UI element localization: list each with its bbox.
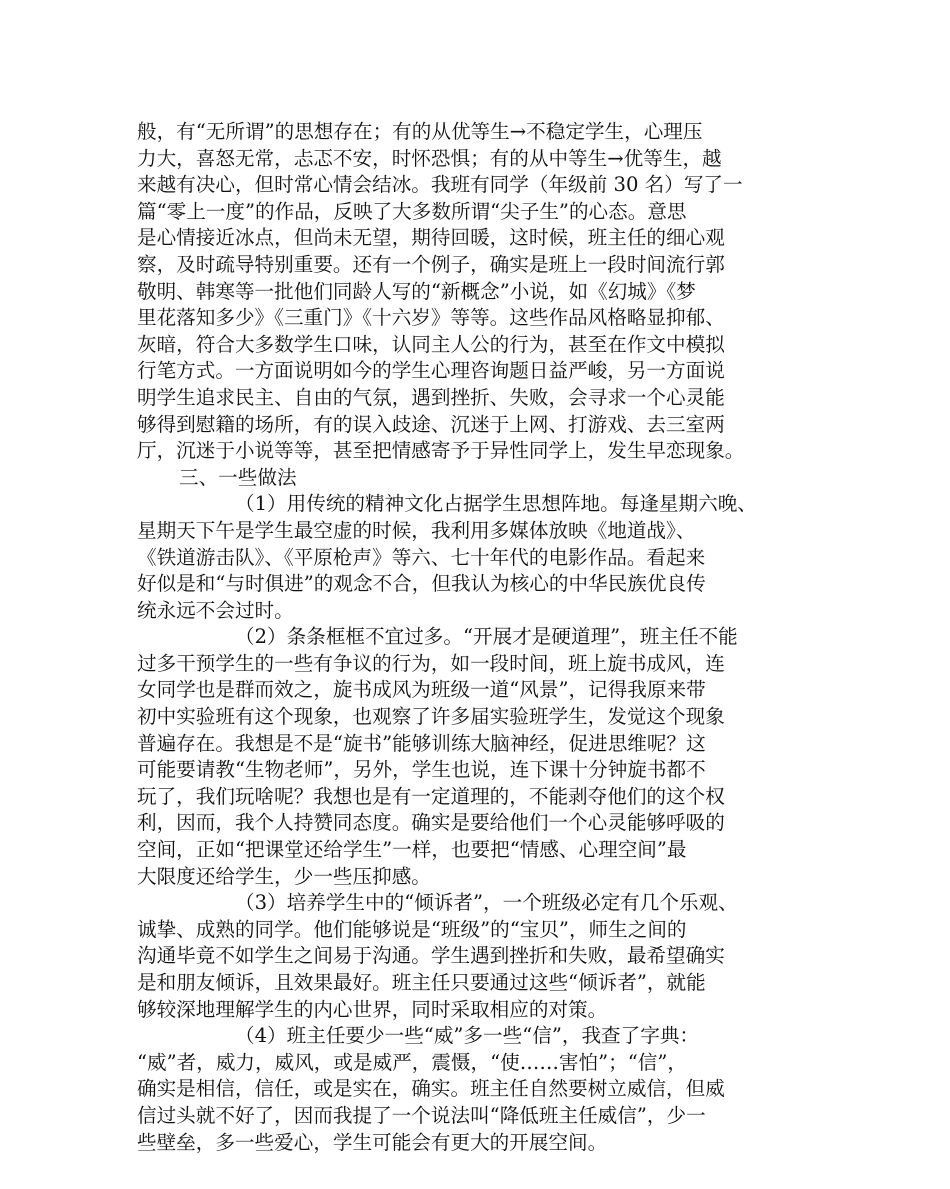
- body-line: 明学生追求民主、自由的气氛，遇到挫折、失败，会寻求一个心灵能: [137, 385, 725, 409]
- body-line: 敬明、韩寒等一批他们同龄人写的“新概念”小说，如《幻城》《梦: [137, 279, 696, 303]
- paragraph-2: [137, 624, 813, 890]
- paragraph-line: 是和朋友倾诉，且效果最好。班主任只要通过这些“倾诉者”，就能: [137, 971, 706, 994]
- document-body: [137, 119, 813, 1156]
- body-line: 般，有“无所谓”的思想存在；有的从优等生→不稳定学生，心理压: [137, 120, 703, 143]
- paragraph-line: 利，因而，我个人持赞同态度。确实是要给他们一个心灵能够呼吸的: [137, 811, 725, 835]
- body-line: 察，及时疏导特别重要。还有一个例子，确实是班上一段时间流行郭: [137, 252, 725, 276]
- body-line: 来越有决心，但时常心情会结冰。我班有同学（年级前 30 名）写了一: [137, 173, 743, 197]
- paragraph-line: 女同学也是群而效之，旋书成风为班级一道“风景”，记得我原来带: [137, 678, 706, 702]
- body-line: 灰暗，符合大多数学生口味，认同主人公的行为，甚至在作文中模拟: [137, 332, 725, 356]
- paragraph-line: 可能要请教“生物老师”，另外，学生也说，连下课十分钟旋书都不: [137, 758, 706, 782]
- paragraph-3: [137, 890, 813, 1023]
- body-line: 篇“零上一度”的作品，反映了大多数所谓“尖子生”的心态。意思: [137, 199, 687, 223]
- paragraph-line: 确实是相信，信任，或是实在，确实。班主任自然要树立威信，但威: [137, 1077, 725, 1101]
- paragraph-line: 统永远不会过时。: [137, 598, 294, 622]
- paragraph-1: [137, 491, 813, 624]
- paragraph-line: （4）班主任要少一些“威”多一些“信”，我查了字典：: [235, 1024, 700, 1048]
- body-line: 行笔方式。一方面说明如今的学生心理咨询题日益严峻，另一方面说: [137, 359, 725, 383]
- body-line: 够得到慰籍的场所，有的误入歧途、沉迷于上网、打游戏、去三室两: [137, 412, 725, 436]
- paragraph-line: 些壁垒，多一些爱心，学生可能会有更大的开展空间。: [137, 1130, 608, 1154]
- body-line: 是心情接近冰点，但尚未无望，期待回暖，这时候，班主任的细心观: [137, 226, 725, 250]
- paragraph-4: [137, 1023, 813, 1156]
- paragraph-line: （1）用传统的精神文化占据学生思想阵地。每逢星期六晚、: [235, 492, 757, 516]
- paragraph-line: 够较深地理解学生的内心世界，同时采取相应的对策。: [137, 997, 608, 1021]
- paragraph-line: 普遍存在。我想是不是“旋书”能够训练大脑神经，促进思维呢？这: [137, 731, 706, 755]
- paragraph-line: 《铁道游击队》、《平原枪声》等六、七十年代的电影作品。看起来: [137, 545, 706, 569]
- paragraph-line: 空间，正如“把课堂还给学生”一样，也要把“情感、心理空间”最: [137, 838, 687, 862]
- paragraph-line: 诚挚、成熟的同学。他们能够说是“班级”的“宝贝”，师生之间的: [137, 917, 687, 941]
- paragraph-line: 玩了，我们玩啥呢？我想也是有一定道理的，不能剥夺他们的这个权: [137, 784, 725, 808]
- paragraph-line: 好似是和“与时俱进”的观念不合，但我认为核心的中华民族优良传: [137, 572, 706, 596]
- paragraph-line: 星期天下午是学生最空虚的时候，我利用多媒体放映《地道战》、: [137, 518, 696, 542]
- body-line: 力大，喜怒无常，忐忑不安，时怀恐惧；有的从中等生→优等生，越: [137, 146, 722, 170]
- paragraph-line: 沟通毕竟不如学生之间易于沟通。学生遇到挫折和失败，最希望确实: [137, 944, 725, 968]
- paragraph-line: （2）条条框框不宜过多。“开展才是硬道理”，班主任不能: [235, 625, 738, 649]
- paragraph-line: “威”者，威力，威风，或是威严，震慑，“使……害怕”；“信”，: [137, 1050, 687, 1074]
- paragraph-line: （3）培养学生中的“倾诉者”，一个班级必定有几个乐观、: [235, 891, 738, 915]
- body-line: 里花落知多少》《三重门》《十六岁》等等。这些作品风格略显抑郁、: [137, 306, 725, 330]
- body-line: 厅，沉迷于小说等等，甚至把情感寄予于异性同学上，发生早恋现象。: [137, 439, 745, 463]
- paragraph-line: 过多干预学生的一些有争议的行为，如一段时间，班上旋书成风，连: [137, 651, 725, 675]
- paragraph-line: 初中实验班有这个现象，也观察了许多届实验班学生，发觉这个现象: [137, 705, 725, 729]
- paragraph-line: 信过头就不好了，因而我提了一个说法叫“降低班主任威信”，少一: [137, 1103, 706, 1127]
- paragraph-line: 大限度还给学生，少一些压抑感。: [137, 864, 431, 888]
- section-heading: 三、一些做法: [179, 465, 297, 489]
